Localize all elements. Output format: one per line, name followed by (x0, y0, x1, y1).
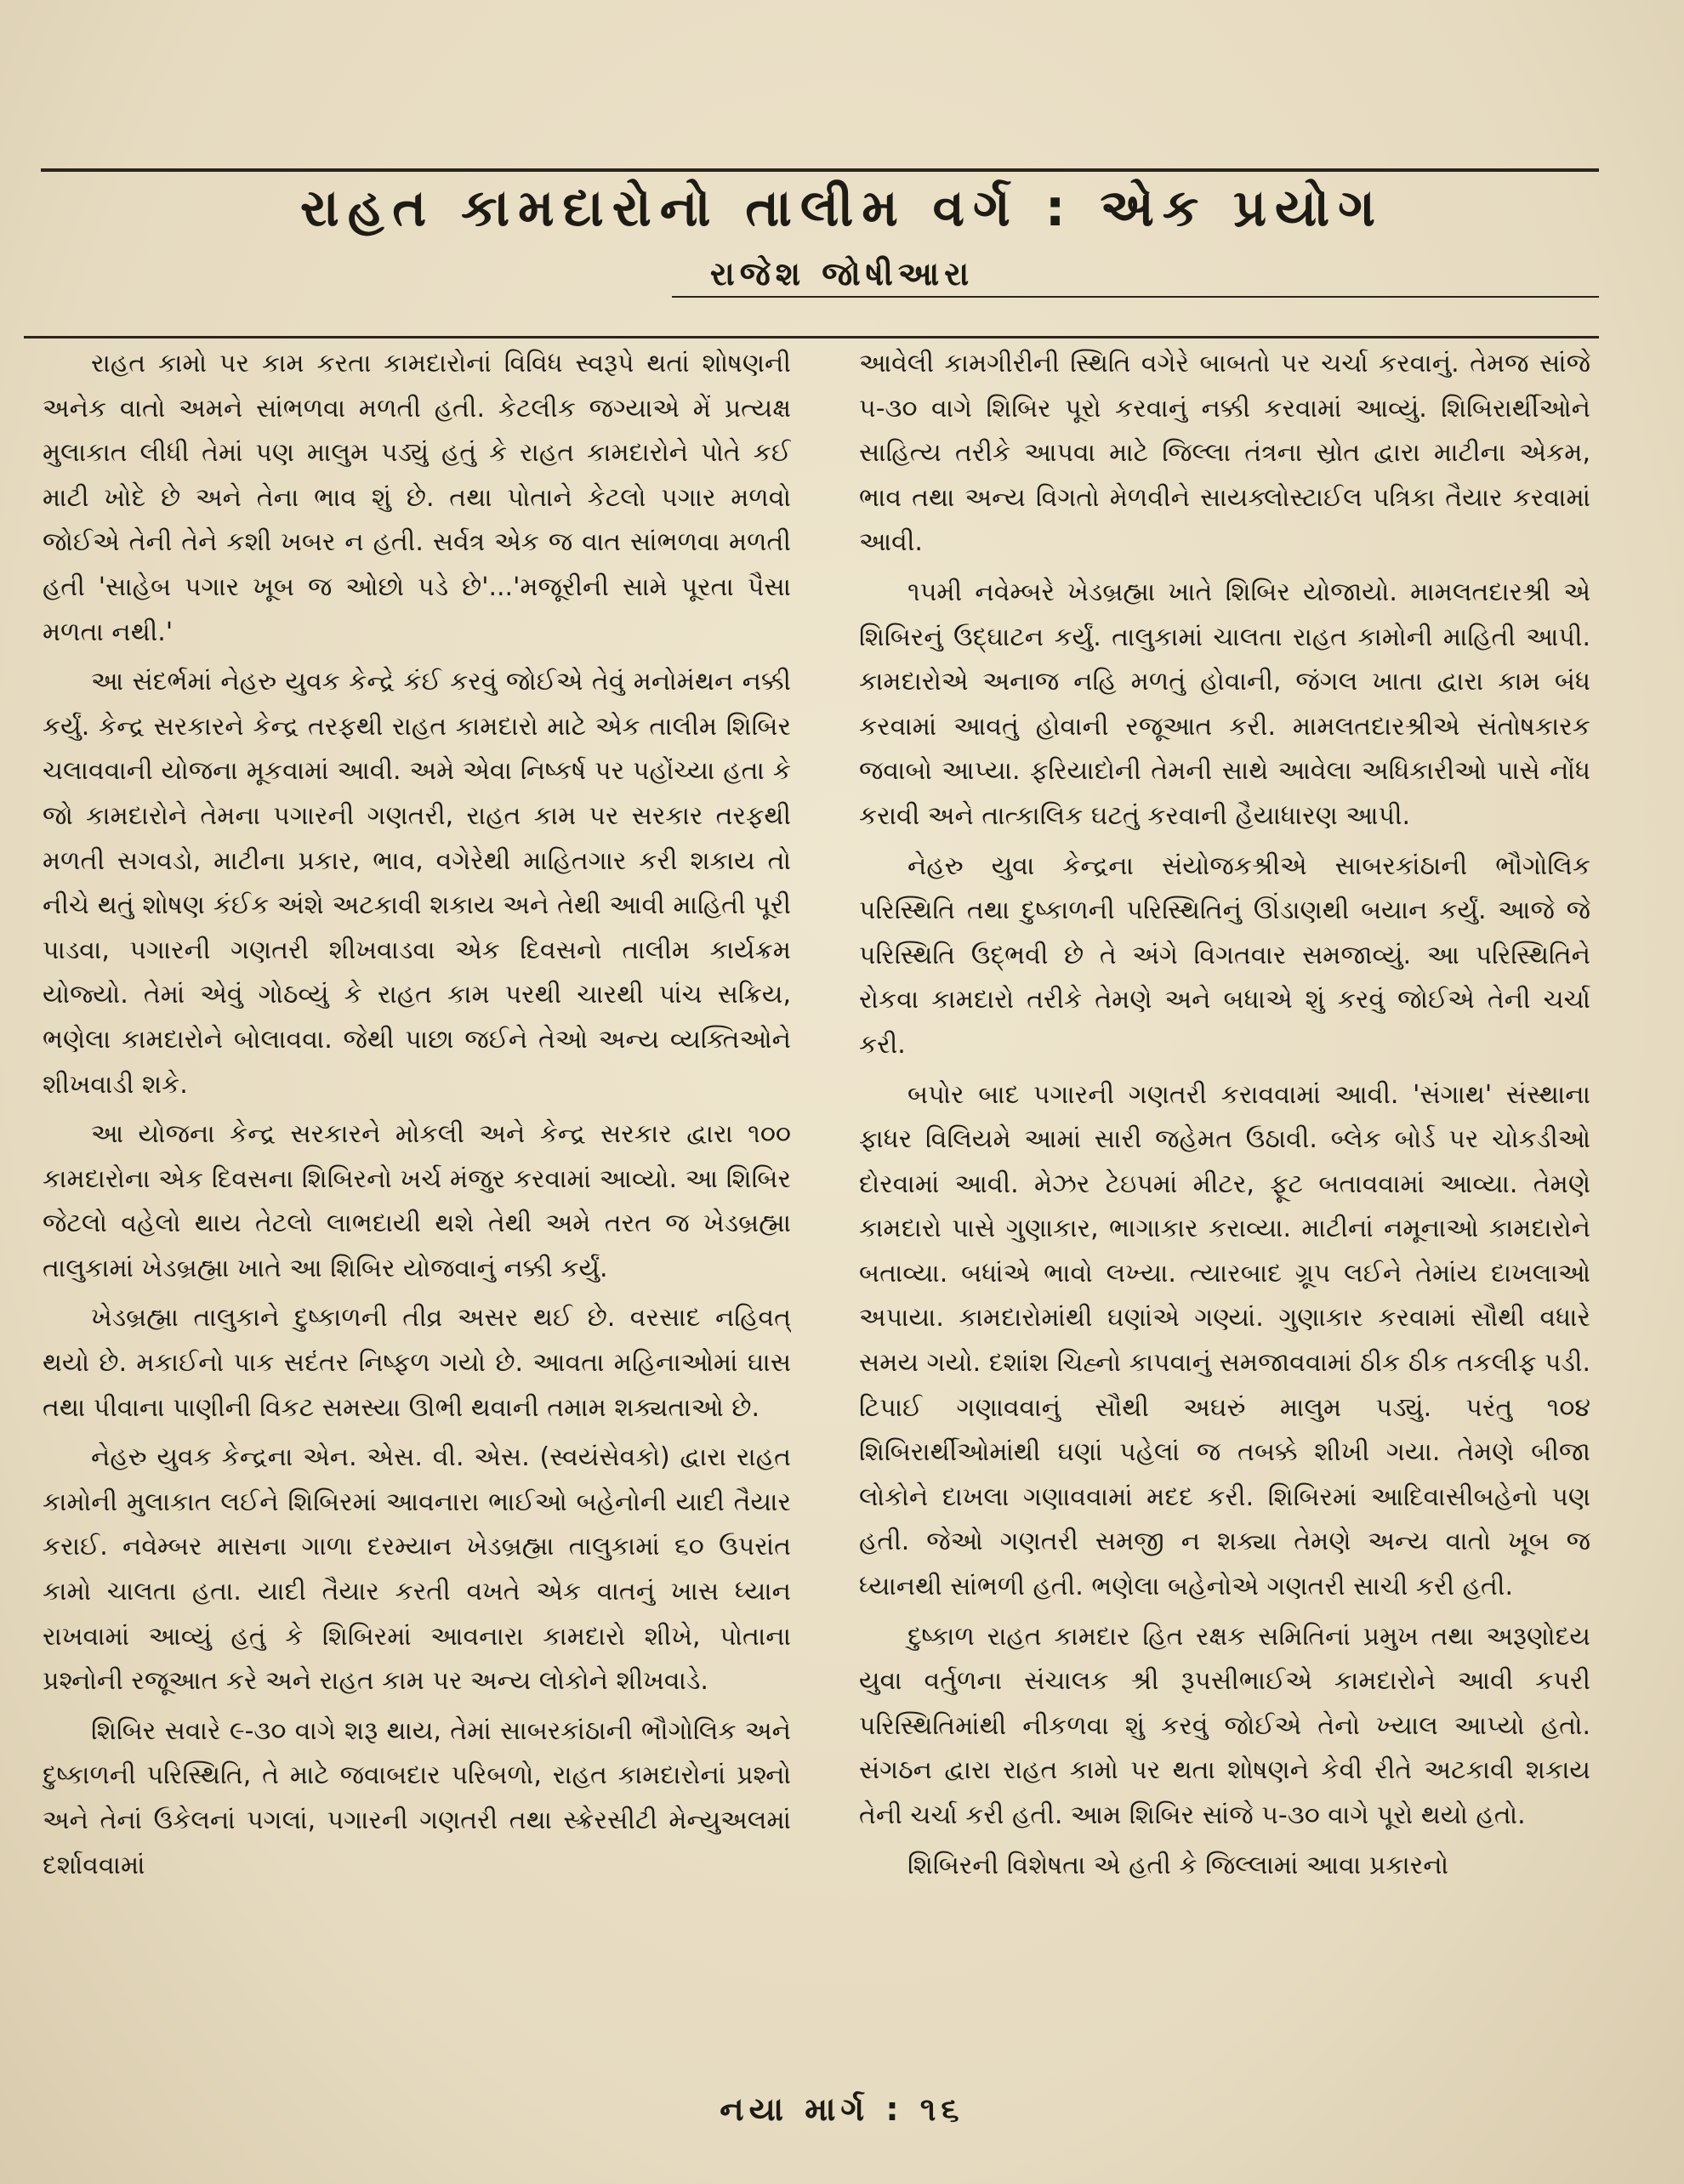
right-column (859, 342, 1590, 2051)
top-rule (41, 168, 1599, 172)
paragraph: રાહત કામો પર કામ કરતા કામદારોનાં વિવિધ સ્વરૂપે થતાં શોષણની અનેક વાતો અમને સાંભળવા મળતી હતી. કેટલીક જગ્યાએ મેં પ્રત્યક્ષ મુલાકાત લીધી તેમાં પણ માલુમ પડ્યું હતું કે રાહત કામદારોને પોતે કઈ માટી ખોદે છે અને તેના ભાવ શું છે. તથા પોતાને કેટલો પગાર મળવો જોઈએ તેની તેને કશી ખબર ન હતી. સર્વત્ર એક જ વાત સાંભળવા મળતી હતી 'સાહેબ પગાર ખૂબ જ ઓછો પડે છે'...'મજૂરીની સામે પૂરતા પૈસા મળતા નથી.' (43, 349, 791, 647)
paragraph: દુષ્કાળ રાહત કામદાર હિત રક્ષક સમિતિનાં પ્રમુખ તથા અરૂણોદય યુવા વર્તુળના સંચાલક શ્રી રૂપસીભાઈએ કામદારોને આવી કપરી પરિસ્થિતિમાંથી નીકળવા શું કરવું જોઈએ તેનો ખ્યાલ આપ્યો હતો. સંગઠન દ્વારા રાહત કામો પર થતા શોષણને કેવી રીતે અટકાવી શકાય તેની ચર્ચા કરી હતી. આમ શિબિર સાંજે ૫-૩૦ વાગે પૂરો થયો હતો. (859, 1621, 1590, 1830)
paragraph: ૧૫મી નવેમ્બરે ખેડબ્રહ્મા ખાતે શિબિર યોજાયો. મામલતદારશ્રી એ શિબિરનું ઉદ્ઘાટન કર્યું. તાલુકામાં ચાલતા રાહત કામોની માહિતી આપી. કામદારોએ અનાજ નહિ મળતું હોવાની, જંગલ ખાતા દ્વારા કામ બંધ કરવામાં આવતું હોવાની રજૂઆત કરી. મામલતદારશ્રીએ સંતોષકારક જવાબો આપ્યા. ફરિયાદોની તેમની સાથે આવેલા અધિકારીઓ પાસે નોંધ કરાવી અને તાત્કાલિક ઘટતું કરવાની હૈયાધારણ આપી. (859, 577, 1590, 831)
author-rule (672, 296, 1599, 298)
paragraph: નેહરુ યુવક કેન્દ્રના એન. એસ. વી. એસ. (સ્વયંસેવકો) દ્વારા રાહત કામોની મુલાકાત લઈને શિબિરમાં આવનારા ભાઈઓ બહેનોની યાદી તૈયાર કરાઈ. નવેમ્બર માસના ગાળા દરમ્યાન ખેડબ્રહ્મા તાલુકામાં ૬૦ ઉપરાંત કામો ચાલતા હતા. યાદી તૈયાર કરતી વખતે એક વાતનું ખાસ ધ્યાન રાખવામાં આવ્યું હતું કે શિબિરમાં આવનારા કામદારો શીખે, પોતાના પ્રશ્નોની રજૂઆત કરે અને રાહત કામ પર અન્ય લોકોને શીખવાડે. (43, 1442, 791, 1697)
left-column (43, 342, 791, 2051)
paragraph: આ યોજના કેન્દ્ર સરકારને મોકલી અને કેન્દ્ર સરકાર દ્વારા ૧૦૦ કામદારોના એક દિવસના શિબિરનો ખર્ચ મંજુર કરવામાં આવ્યો. આ શિબિર જેટલો વહેલો થાય તેટલો લાભદાયી થશે તેથી અમે તરત જ ખેડબ્રહ્મા તાલુકામાં ખેડબ્રહ્મા ખાતે આ શિબિર યોજવાનું નક્કી કર્યું. (43, 1119, 791, 1283)
paragraph: આ સંદર્ભમાં નેહરુ યુવક કેન્દ્રે કંઈ કરવું જોઈએ તેવું મનોમંથન નક્કી કર્યું. કેન્દ્ર સરકારને કેન્દ્ર તરફથી રાહત કામદારો માટે એક તાલીમ શિબિર ચલાવવાની યોજના મૂકવામાં આવી. અમે એવા નિષ્કર્ષ પર પહોંચ્યા હતા કે જો કામદારોને તેમના પગારની ગણતરી, રાહત કામ પર સરકાર તરફથી મળતી સગવડો, માટીના પ્રકાર, ભાવ, વગેરેથી માહિતગાર કરી શકાય તો નીચે થતું શોષણ કંઈક અંશે અટકાવી શકાય અને તેથી આવી માહિતી પૂરી પાડવા, પગારની ગણતરી શીખવાડવા એક દિવસનો તાલીમ કાર્યક્રમ યોજ્યો. તેમાં એવું ગોઠવ્યું કે રાહત કામ પરથી ચારથી પાંચ સક્રિય, ભણેલા કામદારોને બોલાવવા. જેથી પાછા જઈને તેઓ અન્ય વ્યક્તિઓને શીખવાડી શકે. (43, 667, 791, 1100)
paragraph: બપોર બાદ પગારની ગણતરી કરાવવામાં આવી. 'સંગાથ' સંસ્થાના ફાધર વિલિયમે આમાં સારી જહેમત ઉઠાવી. બ્લેક બોર્ડ પર ચોકડીઓ દોરવામાં આવી. મેઝર ટેઇપમાં મીટર, ફૂટ બતાવવામાં આવ્યા. તેમણે કામદારો પાસે ગુણાકાર, ભાગાકાર કરાવ્યા. માટીનાં નમૂનાઓ કામદારોને બતાવ્યા. બધાંએ ભાવો લખ્યા. ત્યારબાદ ગ્રૂપ લઈને તેમાંય દાખલાઓ અપાયા. કામદારોમાંથી ઘણાંએ ગણ્યાં. ગુણાકાર કરવામાં સૌથી વધારે સમય ગયો. દશાંશ ચિહ્નો કાપવાનું સમજાવવામાં ઠીક ઠીક તકલીફ પડી. ટિપાઈ ગણાવવાનું સૌથી અઘરું માલુમ પડ્યું. પરંતુ ૧૦૪ શિબિરાર્થીઓમાંથી ઘણાં પહેલાં જ તબક્કે શીખી ગયા. તેમણે બીજા લોકોને દાખલા ગણાવવામાં મદદ કરી. શિબિરમાં આદિવાસીબહેનો પણ હતી. જેઓ ગણતરી સમજી ન શક્યા તેમણે અન્ય વાતો ખૂબ જ ધ્યાનથી સાંભળી હતી. ભણેલા બહેનોએ ગણતરી સાચી કરી હતી. (859, 1079, 1590, 1602)
paragraph: નેહરુ યુવા કેન્દ્રના સંયોજકશ્રીએ સાબરકાંઠાની ભૌગોલિક પરિસ્થિતિ તથા દુષ્કાળની પરિસ્થિતિનું ઊંડાણથી બયાન કર્યું. આજે જે પરિસ્થિતિ ઉદ્ભવી છે તે અંગે વિગતવાર સમજાવ્યું. આ પરિસ્થિતિને રોકવા કામદારો તરીકે તેમણે અને બધાએ શું કરવું જોઈએ તેની ચર્ચા કરી. (859, 850, 1590, 1060)
article-title: રાહત કામદારોનો તાલીમ વર્ગ : એક પ્રયોગ (300, 179, 1384, 238)
paragraph: આવેલી કામગીરીની સ્થિતિ વગેરે બાબતો પર ચર્ચા કરવાનું. તેમજ સાંજે ૫-૩૦ વાગે શિબિર પૂરો કરવાનું નક્કી કરવામાં આવ્યું. શિબિરાર્થીઓને સાહિત્ય તરીકે આપવા માટે જિલ્લા તંત્રના સ્રોત દ્વારા માટીના એકમ, ભાવ તથા અન્ય વિગતો મેળવીને સાયક્લોસ્ટાઈલ પત્રિકા તૈયાર કરવામાં આવી. (859, 349, 1590, 558)
header-rule (24, 336, 1599, 338)
paragraph: શિબિરની વિશેષતા એ હતી કે જિલ્લામાં આવા પ્રકારનો (907, 1850, 1449, 1880)
paragraph: શિબિર સવારે ૯-૩૦ વાગે શરૂ થાય, તેમાં સાબરકાંઠાની ભૌગોલિક અને દુષ્કાળની પરિસ્થિતિ, તે માટે જવાબદાર પરિબળો, રાહત કામદારોનાં પ્રશ્નો અને તેનાં ઉકેલનાં પગલાં, પગારની ગણતરી તથા સ્ક્રેરસીટી મેન્યુઅલમાં દર્શાવવામાં (43, 1715, 791, 1880)
page-footer: નયા માર્ગ : ૧૬ (720, 2090, 964, 2128)
paragraph: ખેડબ્રહ્મા તાલુકાને દુષ્કાળની તીવ્ર અસર થઈ છે. વરસાદ નહિવત્ થયો છે. મકાઈનો પાક સદંતર નિષ્ફળ ગયો છે. આવતા મહિનાઓમાં ઘાસ તથા પીવાના પાણીની વિકટ સમસ્યા ઊભી થવાની તમામ શક્યતાઓ છે. (43, 1303, 791, 1423)
article-author: રાજેશ જોષીઆરા (709, 255, 975, 293)
